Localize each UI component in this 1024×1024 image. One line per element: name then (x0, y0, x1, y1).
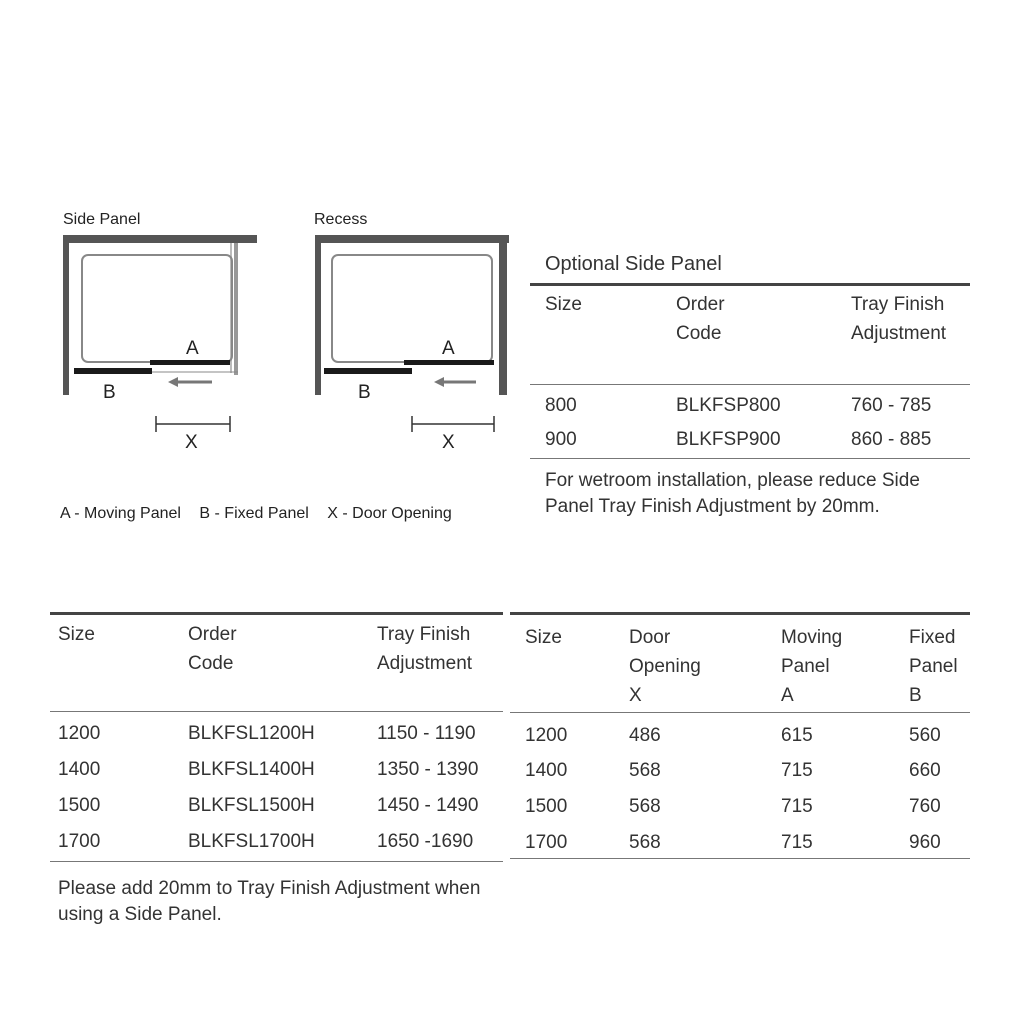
main-row-4-code: BLKFSL1700H (188, 831, 315, 852)
main-row-4-size: 1700 (58, 831, 101, 852)
recess-drawing (312, 230, 522, 460)
optional-side-panel-title: Optional Side Panel (545, 253, 722, 275)
dim-row-2-fixed-panel: 660 (909, 760, 941, 781)
label-x: X (185, 432, 198, 453)
dim-row-1-door-opening: 486 (629, 725, 661, 746)
main-row-3-adjustment: 1450 - 1490 (377, 795, 479, 816)
legend-fixed-panel: B - Fixed Panel (199, 505, 309, 522)
main-header-order-code: Order Code (188, 624, 237, 674)
optional-row-2-adjustment: 860 - 885 (851, 429, 932, 450)
dim-row-4-fixed-panel: 960 (909, 832, 941, 853)
main-row-2-code: BLKFSL1400H (188, 759, 315, 780)
dim-row-1-fixed-panel: 560 (909, 725, 941, 746)
diagram-legend (60, 505, 466, 523)
dim-row-3-moving-panel: 715 (781, 796, 813, 817)
dim-row-2-moving-panel: 715 (781, 760, 813, 781)
label-a: A (186, 338, 199, 359)
dimensions-table-top-rule (510, 612, 970, 615)
main-header-tray-finish: Tray Finish Adjustment (377, 624, 473, 674)
main-row-1-size: 1200 (58, 723, 101, 744)
optional-side-panel-note: For wetroom installation, please reduce Side Panel Tray Finish Adjustment by 20mm. (545, 470, 920, 517)
label-b: B (103, 382, 116, 403)
optional-header-size: Size (545, 294, 582, 315)
main-header-size: Size (58, 624, 95, 645)
main-row-1-code: BLKFSL1200H (188, 723, 315, 744)
main-table-note: Please add 20mm to Tray Finish Adjustment when using a Side Panel. (58, 878, 481, 925)
dim-row-3-size: 1500 (525, 796, 568, 817)
optional-row-2-size: 900 (545, 429, 577, 450)
label-a: A (442, 338, 455, 359)
optional-table-top-rule (530, 283, 970, 286)
main-row-3-size: 1500 (58, 795, 101, 816)
optional-row-1-code: BLKFSP800 (676, 395, 781, 416)
dim-header-door-opening: Door Opening X (629, 627, 701, 706)
dimensions-table-bottom-rule (510, 858, 970, 859)
main-table-top-rule (50, 612, 503, 615)
dim-header-fixed-panel: Fixed Panel B (909, 627, 958, 706)
dim-row-4-moving-panel: 715 (781, 832, 813, 853)
label-x: X (442, 432, 455, 453)
side-panel-diagram (60, 230, 270, 460)
main-row-2-adjustment: 1350 - 1390 (377, 759, 479, 780)
optional-table-header-rule (530, 384, 970, 385)
recess-diagram (312, 230, 522, 460)
main-row-2-size: 1400 (58, 759, 101, 780)
side-panel-title: Side Panel (63, 211, 141, 228)
optional-row-2-code: BLKFSP900 (676, 429, 781, 450)
dim-row-1-moving-panel: 615 (781, 725, 813, 746)
main-row-1-adjustment: 1150 - 1190 (377, 723, 476, 744)
optional-header-order-code: Order Code (676, 294, 725, 344)
dim-row-3-door-opening: 568 (629, 796, 661, 817)
recess-title: Recess (314, 211, 368, 228)
main-row-4-adjustment: 1650 -1690 (377, 831, 474, 852)
optional-row-1-size: 800 (545, 395, 577, 416)
dim-row-2-size: 1400 (525, 760, 568, 781)
main-row-3-code: BLKFSL1500H (188, 795, 315, 816)
dim-row-3-fixed-panel: 760 (909, 796, 941, 817)
dim-row-1-size: 1200 (525, 725, 568, 746)
main-table-bottom-rule (50, 861, 503, 862)
dim-row-2-door-opening: 568 (629, 760, 661, 781)
dimensions-table-header-rule (510, 712, 970, 713)
optional-row-1-adjustment: 760 - 785 (851, 395, 932, 416)
side-panel-drawing (60, 230, 270, 460)
dim-header-size: Size (525, 627, 562, 648)
dim-row-4-size: 1700 (525, 832, 568, 853)
optional-header-tray-finish: Tray Finish Adjustment (851, 294, 947, 344)
legend-moving-panel: A - Moving Panel (60, 505, 181, 522)
main-table-header-rule (50, 711, 503, 712)
dim-header-moving-panel: Moving Panel A (781, 627, 843, 706)
optional-table-bottom-rule (530, 458, 970, 459)
legend-door-opening: X - Door Opening (327, 505, 452, 522)
dim-row-4-door-opening: 568 (629, 832, 661, 853)
label-b: B (358, 382, 371, 403)
